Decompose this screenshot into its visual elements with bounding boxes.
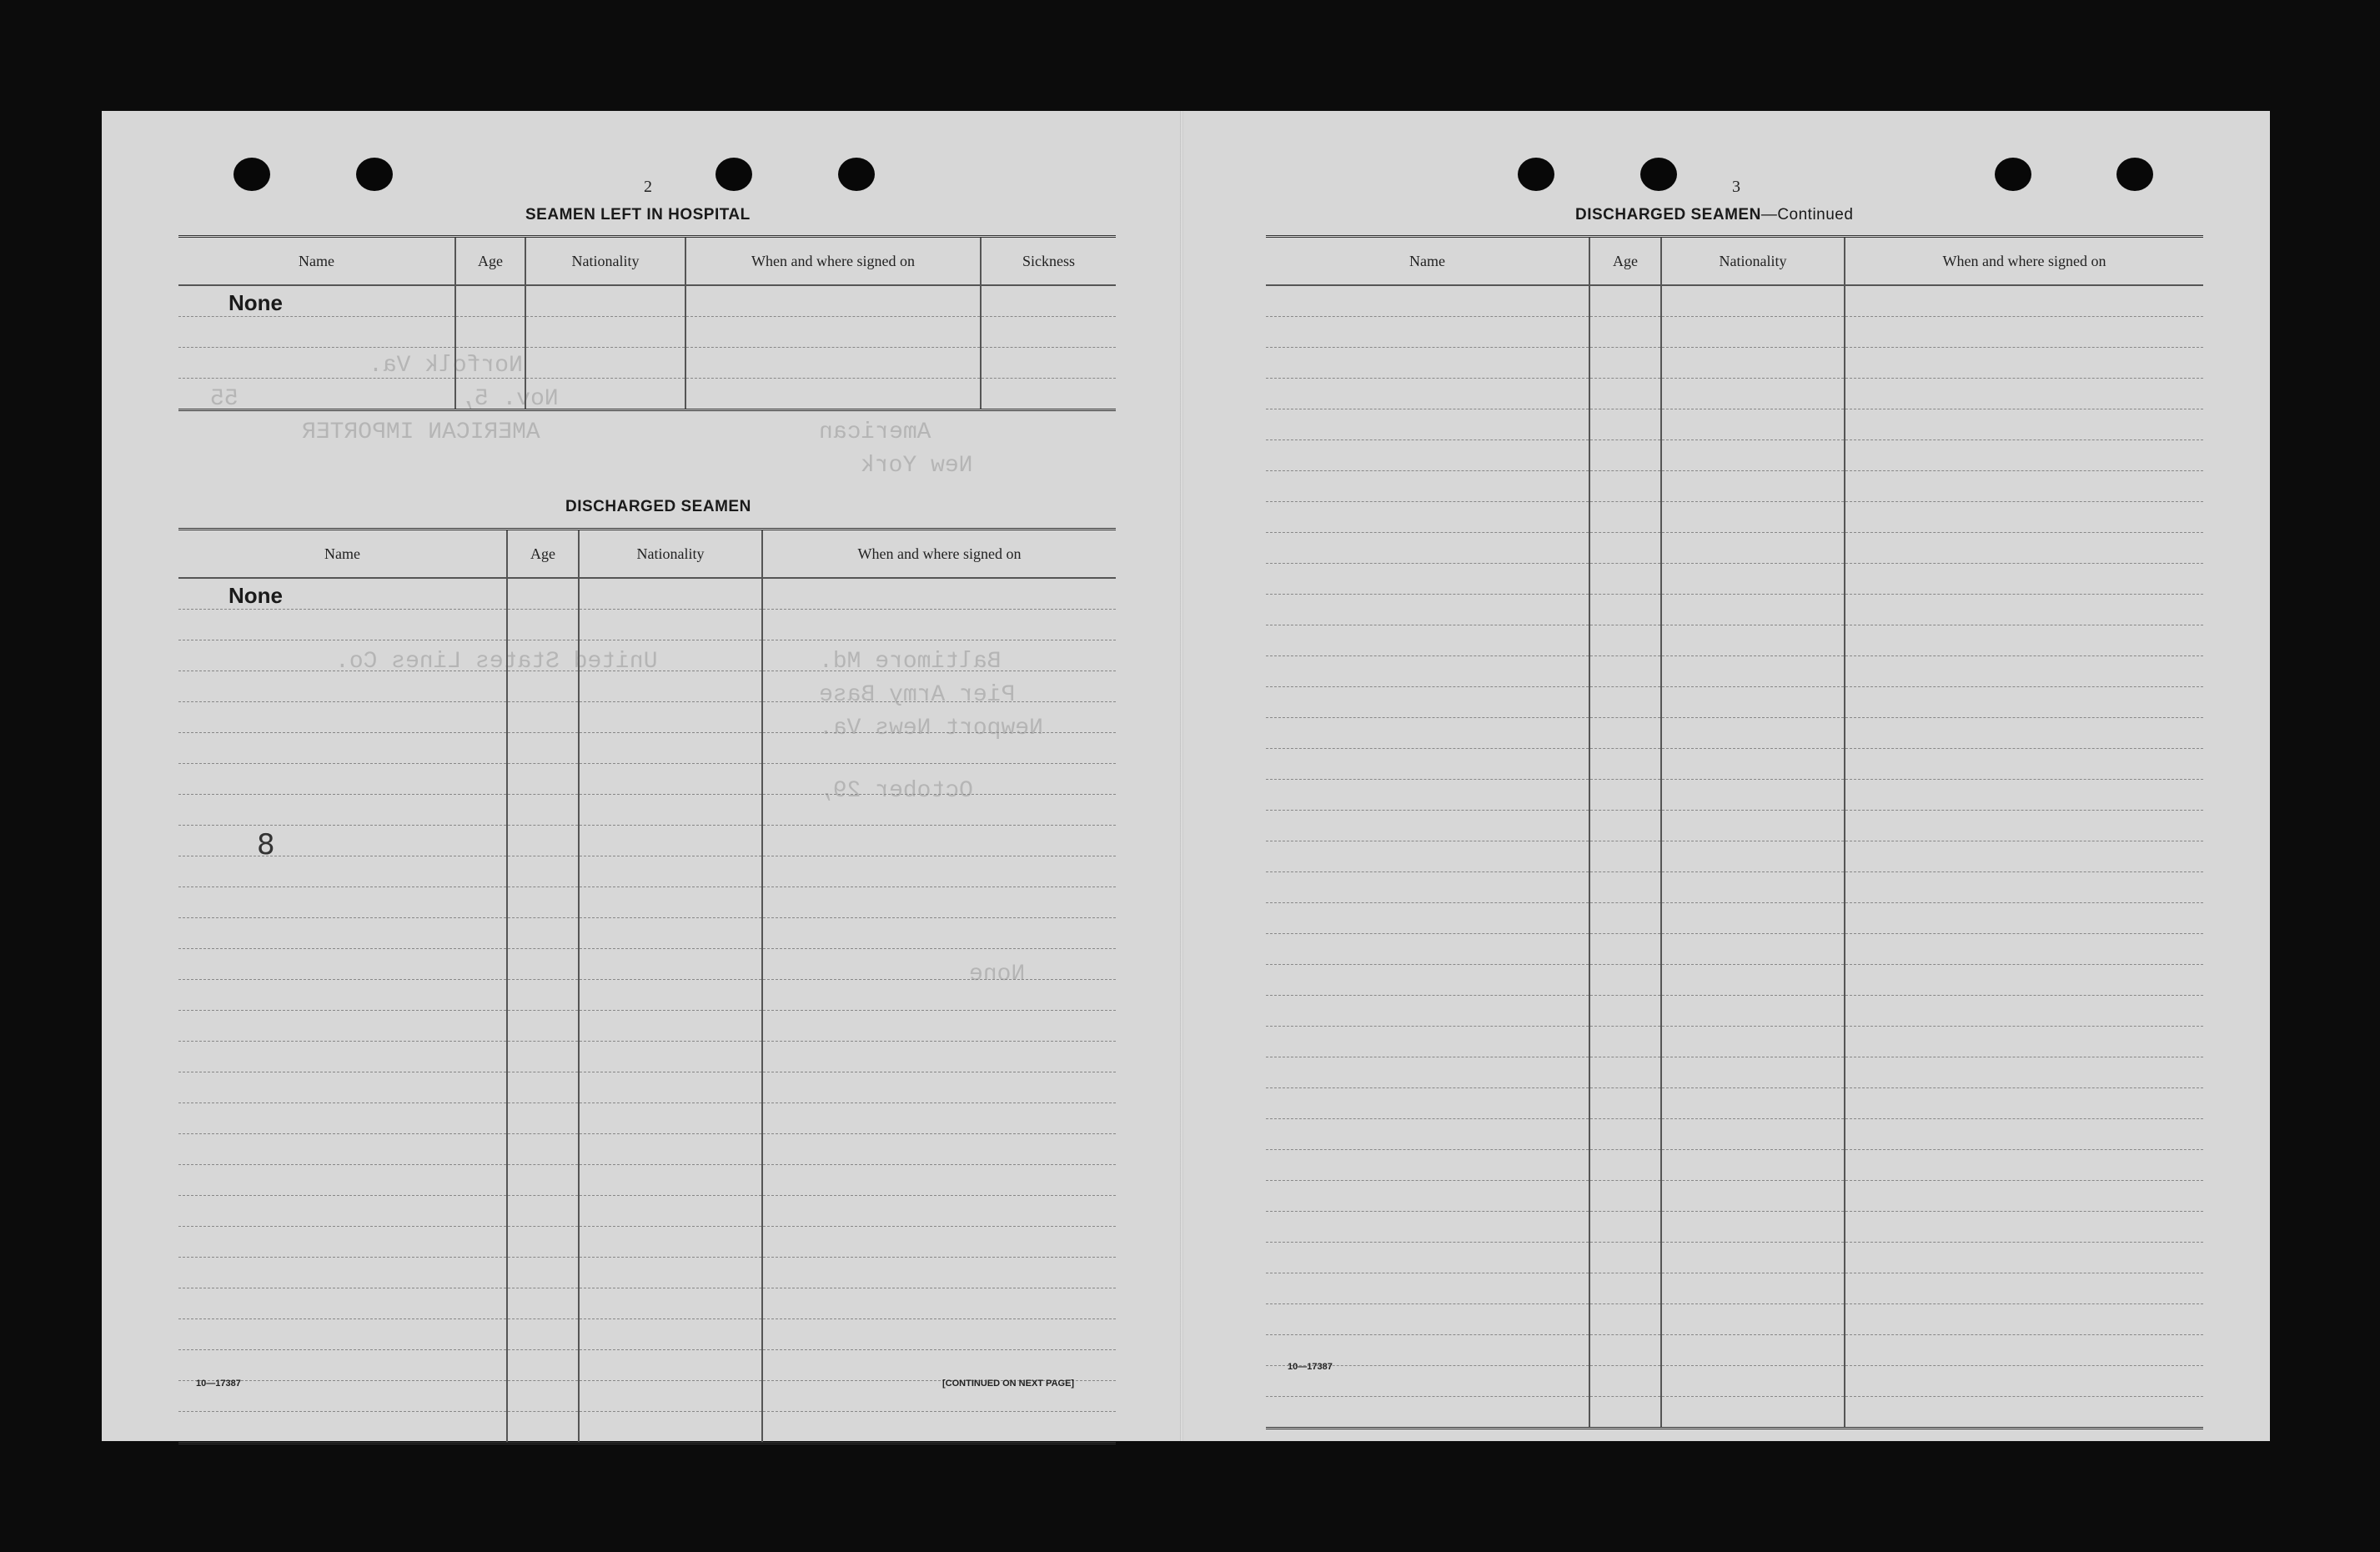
table-row [1266,1088,2203,1119]
table-row [178,1134,1116,1165]
punch-hole [1995,158,2031,191]
center-fold [1180,111,1183,1441]
table-row [178,1042,1116,1072]
table-row [178,1227,1116,1258]
page-number-right: 3 [1732,178,1740,196]
table-row [178,856,1116,887]
column-header: Name [1266,237,1589,286]
discharged-continued-title [1575,206,1853,224]
continued-suffix: —Continued [1760,206,1854,224]
table-row [1266,934,2203,965]
table-row [178,1258,1116,1288]
page-number-left: 2 [644,178,652,196]
column-header: Name [178,237,455,286]
table-row [178,1165,1116,1196]
table-row [178,1350,1116,1381]
column-header: When and where signed on [685,237,981,286]
table-row [1266,996,2203,1027]
discharged-table [178,528,1116,1444]
table-row [178,795,1116,826]
table-row [178,949,1116,980]
continued-note: [CONTINUED ON NEXT PAGE] [942,1379,1075,1389]
bleed-through-text: New York [861,453,973,479]
column-header: Name [178,530,507,579]
column-header: When and where signed on [762,530,1116,579]
table-row [1266,502,2203,533]
table-row [178,1103,1116,1134]
table-row [1266,348,2203,379]
table-row [178,1288,1116,1319]
punch-hole [1518,158,1554,191]
bleed-through-text: Nov. 5, [460,386,559,412]
table-row [1266,780,2203,811]
table-row [1266,1273,2203,1304]
handwritten-mark: 8 [257,828,275,861]
table-row [1266,625,2203,656]
table-row [178,1319,1116,1350]
document-sheet [102,111,2270,1441]
table-row [178,640,1116,671]
table-row [178,285,1116,317]
table-row [178,1072,1116,1103]
table-row [1266,440,2203,471]
bleed-through-text: Baltimore Md. [819,649,1002,675]
table-row [1266,811,2203,841]
table-row [1266,533,2203,564]
table-row [1266,1181,2203,1212]
table-row [178,317,1116,348]
table-row [1266,564,2203,595]
column-header: Sickness [981,237,1116,286]
table-row [1266,903,2203,934]
table-row [1266,1304,2203,1335]
table-row [1266,841,2203,872]
table-row [1266,1119,2203,1150]
table-row [178,826,1116,856]
table-row [1266,471,2203,502]
bleed-through-text: AMERICAN IMPORTER [302,419,540,445]
table-row [1266,656,2203,687]
table-row [1266,718,2203,749]
bleed-through-text: Norfolk Va. [369,353,523,379]
column-header: Nationality [579,530,762,579]
table-row [178,1196,1116,1227]
form-number: 10—17387 [196,1379,241,1389]
column-header: Nationality [1661,237,1845,286]
hospital-table [178,235,1116,411]
discharged-continued-table [1266,235,2203,1429]
table-row [1266,317,2203,348]
table-row [178,733,1116,764]
table-row [1266,872,2203,903]
table-row [178,980,1116,1011]
table-row [178,578,1116,610]
hospital-section-title: SEAMEN LEFT IN HOSPITAL [525,206,751,224]
table-row [1266,285,2203,317]
table-row [1266,1397,2203,1429]
table-row [1266,1150,2203,1181]
table-row [178,764,1116,795]
bleed-through-text: October 29, [819,778,973,804]
entry-none: None [178,285,455,317]
form-number: 10—17387 [1288,1362,1333,1372]
table-row [1266,1057,2203,1088]
table-row [178,348,1116,379]
table-row [1266,965,2203,996]
table-row [1266,595,2203,625]
bleed-through-text: United States Lines Co. [335,649,658,675]
table-row [1266,1335,2203,1366]
column-header: Nationality [525,237,685,286]
table-row [178,1412,1116,1444]
table-row [178,671,1116,702]
table-row [1266,1366,2203,1397]
table-row [178,702,1116,733]
table-row [1266,749,2203,780]
bleed-through-text: 55 [210,386,239,412]
discharged-continued-title-text: DISCHARGED SEAMEN [1575,206,1761,224]
table-row [1266,409,2203,440]
punch-hole [838,158,875,191]
punch-hole [2116,158,2153,191]
bleed-through-text: Newport News Va. [819,716,1043,741]
table-row [178,379,1116,410]
punch-hole [716,158,752,191]
entry-none: None [178,578,507,610]
column-header: Age [455,237,525,286]
column-header: Age [507,530,579,579]
table-row [1266,1027,2203,1057]
bleed-through-text: Pier Army Base [819,682,1016,708]
table-row [178,918,1116,949]
bleed-through-text: American [819,419,931,445]
bleed-through-text: None [969,962,1026,987]
punch-hole [233,158,270,191]
column-header: When and where signed on [1845,237,2203,286]
table-row [178,610,1116,640]
punch-hole [1640,158,1677,191]
table-row [1266,687,2203,718]
table-row [178,1011,1116,1042]
punch-hole [356,158,393,191]
table-row [178,887,1116,918]
table-row [1266,1212,2203,1243]
table-row [1266,379,2203,409]
discharged-section-title: DISCHARGED SEAMEN [565,498,751,515]
table-row [1266,1243,2203,1273]
column-header: Age [1589,237,1661,286]
